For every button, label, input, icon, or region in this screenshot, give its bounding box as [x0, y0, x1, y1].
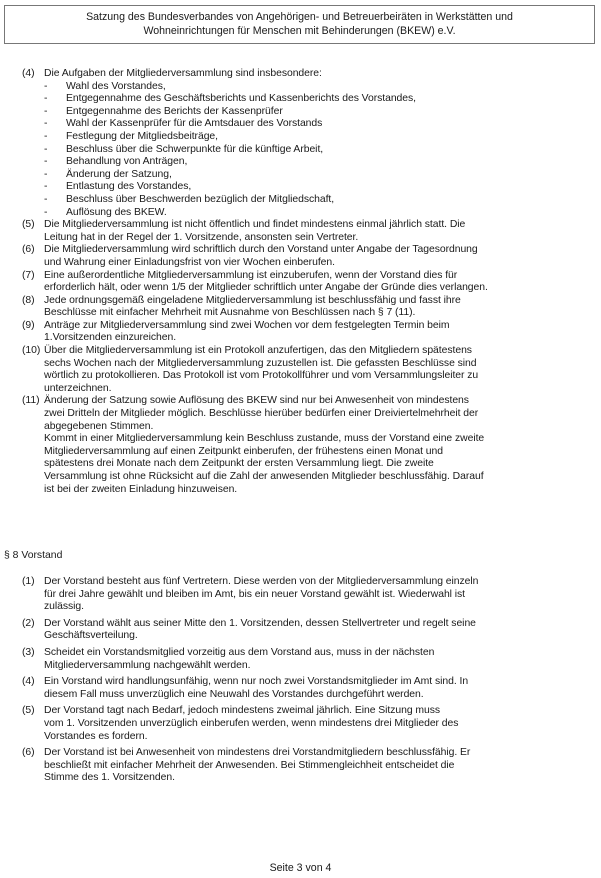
paragraph-line: Der Vorstand wählt aus seiner Mitte den 1. Vorsitzenden, dessen Stellvertreter und regelt seine — [44, 617, 476, 629]
section-title: § 8 Vorstand — [4, 550, 63, 561]
list-dash: - — [44, 193, 48, 205]
document-header — [4, 5, 595, 44]
paragraph-line: Der Vorstand tagt nach Bedarf, jedoch mindestens zweimal jährlich. Eine Sitzung muss — [44, 705, 441, 717]
paragraph-number: (6) — [22, 747, 35, 759]
list-item-text: Wahl des Vorstandes, — [66, 80, 166, 92]
paragraph-number: (3) — [22, 646, 35, 658]
paragraph-line: spätestens drei Monate nach dem Zeitpunkt der ersten Versammlung liegt. Die zweite — [44, 458, 434, 470]
list-item-text: Beschluss über die Schwerpunkte für die künftige Arbeit, — [66, 143, 324, 155]
list-dash: - — [44, 143, 48, 155]
paragraph-line: für drei Jahre gewählt und bleiben im Amt, bis ein neuer Vorstand gewählt ist. Wiederwahl ist — [44, 588, 466, 600]
paragraph-number: (1) — [22, 576, 35, 587]
paragraph-line: unterzeichnen. — [44, 382, 112, 394]
paragraph-line: beschließt mit einfacher Mehrheit der Anwesenden. Bei Stimmengleichheit entscheidet die — [44, 759, 455, 771]
paragraph-number: (5) — [22, 705, 35, 717]
paragraph-number: (4) — [22, 676, 35, 688]
paragraph-line: diesem Fall muss unverzüglich eine Neuwahl des Vorstandes durchgeführt werden. — [44, 688, 424, 700]
paragraph-item — [0, 270, 601, 295]
header-line-2: Wohneinrichtungen für Menschen mit Behinderungen (BKEW) e.V. — [143, 25, 456, 37]
paragraph-line: Geschäftsverteilung. — [44, 630, 138, 642]
list-item — [0, 181, 601, 194]
list-dash: - — [44, 181, 48, 193]
paragraph-line: Der Vorstand besteht aus fünf Vertretern. Diese werden von der Mitgliederversammlung einzeln — [44, 576, 479, 587]
paragraph-item — [0, 320, 601, 345]
paragraph-line: abgegebenen Stimmen. — [44, 420, 154, 432]
paragraph-line: Die Mitgliederversammlung ist nicht öffentlich und findet mindestens einmal jährlich statt. Die — [44, 219, 466, 231]
list-dash: - — [44, 80, 48, 92]
page-footer: Seite 3 von 4 — [269, 862, 332, 874]
paragraph-number: (11) — [22, 395, 40, 407]
paragraph-line: Vorstandes es fordern. — [44, 730, 148, 742]
list-item-text: Festlegung der Mitgliedsbeiträge, — [66, 130, 218, 142]
paragraph-item — [0, 747, 601, 785]
list-item-text: Behandlung von Anträgen, — [66, 156, 188, 168]
paragraph-number: (8) — [22, 294, 35, 306]
paragraph-line: Versammlung ist ohne Rücksicht auf die Zahl der anwesenden Mitglieder beschlussfähig. Darauf — [44, 471, 484, 482]
paragraph-number: (10) — [22, 345, 41, 357]
paragraph-line: vom 1. Vorsitzenden unverzüglich einberufen werden, wenn mindestens drei Mitglieder des — [44, 717, 459, 729]
paragraph-number: (5) — [22, 219, 35, 231]
paragraph-line: Kommt in einer Mitgliederversammlung kein Beschluss zustande, muss der Vorstand eine zweite — [44, 433, 485, 445]
list-dash: - — [44, 105, 48, 117]
paragraph-line: Beschlüsse mit einfacher Mehrheit mit Ausnahme von Beschlüssen nach § 7 (11). — [44, 307, 416, 319]
paragraph-item — [0, 618, 601, 643]
paragraph-item — [0, 345, 601, 395]
list-item — [0, 93, 601, 106]
paragraph-item — [0, 295, 601, 320]
list-item — [0, 106, 601, 119]
list-dash: - — [44, 118, 48, 130]
list-dash: - — [44, 93, 48, 105]
paragraph-line: Anträge zur Mitgliederversammlung sind zwei Wochen vor dem festgelegten Termin beim — [44, 319, 450, 331]
paragraph-item — [0, 576, 601, 614]
paragraph-line: wörtlich zu protokollieren. Das Protokoll ist vom Protokollführer und vom Versammlungsleiter zu — [44, 370, 479, 382]
list-item — [0, 194, 601, 207]
paragraph-line: ist bei der zweiten Einladung hinzuweisen. — [44, 483, 238, 495]
list-dash: - — [44, 130, 48, 142]
list-item-text: Entgegennahme des Geschäftsberichts und Kassenberichts des Vorstandes, — [66, 93, 417, 105]
list-item-text: Entgegennahme des Berichts der Kassenprüfer — [66, 105, 283, 117]
list-item — [0, 118, 601, 131]
list-item — [0, 169, 601, 182]
paragraph-number: (9) — [22, 319, 35, 331]
paragraph-line: 1.Vorsitzenden einzureichen. — [44, 332, 177, 344]
paragraph-item — [0, 676, 601, 701]
paragraph-item — [0, 244, 601, 269]
paragraph-line: zulässig. — [44, 601, 84, 613]
paragraph-line: Mitgliederversammlung auf einen Zeitpunkt einberufen, der frühestens einen Monat und — [44, 445, 443, 457]
list-dash: - — [44, 168, 48, 180]
list-item-text: Wahl der Kassenprüfer für die Amtsdauer des Vorstands — [66, 118, 323, 130]
paragraph-line: Stimme des 1. Vorsitzenden. — [44, 772, 175, 784]
paragraph-line: sechs Wochen nach der Mitgliederversammlung zuzustellen ist. Die gefassten Beschlüsse sind — [44, 357, 477, 369]
header-line-1: Satzung des Bundesverbandes von Angehörigen- und Betreuerbeiräten in Werkstätten und — [86, 11, 513, 23]
paragraph-item — [0, 395, 601, 496]
paragraph-item — [0, 705, 601, 743]
paragraph-number: (6) — [22, 244, 35, 256]
paragraph-item — [0, 68, 601, 81]
paragraph-number: (2) — [22, 617, 35, 629]
paragraph-line: Scheidet ein Vorstandsmitglied vorzeitig aus dem Vorstand aus, muss in der nächsten — [44, 646, 435, 658]
paragraph-line: Der Vorstand ist bei Anwesenheit von mindestens drei Vorstandmitgliedern beschlussfähig. Er — [44, 747, 471, 759]
list-item — [0, 131, 601, 144]
list-item — [0, 156, 601, 169]
paragraph-line: zwei Dritteln der Mitglieder möglich. Beschlüsse hierüber bedürfen einer Dreiviertelmehrheit der — [44, 408, 479, 420]
list-item-text: Beschluss über Beschwerden bezüglich der Mitgliedschaft, — [66, 193, 335, 205]
paragraph-line: Mitgliederversammlung nachgewählt werden. — [44, 659, 251, 671]
list-dash: - — [44, 206, 48, 218]
list-dash: - — [44, 156, 48, 168]
section-7-items — [0, 68, 601, 496]
paragraph-item — [0, 647, 601, 672]
paragraph-line: Jede ordnungsgemäß eingeladene Mitgliederversammlung ist beschlussfähig und fasst ihre — [44, 294, 461, 306]
list-item-text: Auflösung des BKEW. — [66, 206, 167, 218]
paragraph-line: Über die Mitgliederversammlung ist ein Protokoll anzufertigen, das den Mitgliedern spätestens — [44, 345, 472, 357]
list-item — [0, 144, 601, 157]
paragraph-item — [0, 219, 601, 244]
paragraph-number: (7) — [22, 269, 35, 281]
paragraph-line: Änderung der Satzung sowie Auflösung des BKEW sind nur bei Anwesenheit von mindestens — [44, 395, 469, 407]
paragraph-line: Leitung hat in der Regel der 1. Vorsitzende, ansonsten sein Vertreter. — [44, 231, 359, 243]
paragraph-line: Die Aufgaben der Mitgliederversammlung sind insbesondere: — [44, 68, 322, 79]
paragraph-line: Die Mitgliederversammlung wird schriftlich durch den Vorstand unter Angabe der Tagesordnung — [44, 244, 478, 256]
paragraph-line: Ein Vorstand wird handlungsunfähig, wenn nur noch zwei Vorstandsmitglieder im Amt sind. In — [44, 676, 469, 688]
paragraph-line: und Wahrung einer Einladungsfrist von vier Wochen einberufen. — [44, 256, 335, 268]
list-item-text: Entlastung des Vorstandes, — [66, 181, 192, 193]
list-item — [0, 81, 601, 94]
paragraph-line: erforderlich hält, oder wenn 1/5 der Mitglieder schriftlich unter Angabe der Gründe dies verlangen. — [44, 282, 488, 294]
paragraph-number: (4) — [22, 68, 35, 79]
list-item-text: Änderung der Satzung, — [66, 168, 172, 180]
list-item — [0, 207, 601, 220]
paragraph-line: Eine außerordentliche Mitgliederversammlung ist einzuberufen, wenn der Vorstand dies für — [44, 269, 458, 281]
section-8-items — [0, 576, 601, 789]
